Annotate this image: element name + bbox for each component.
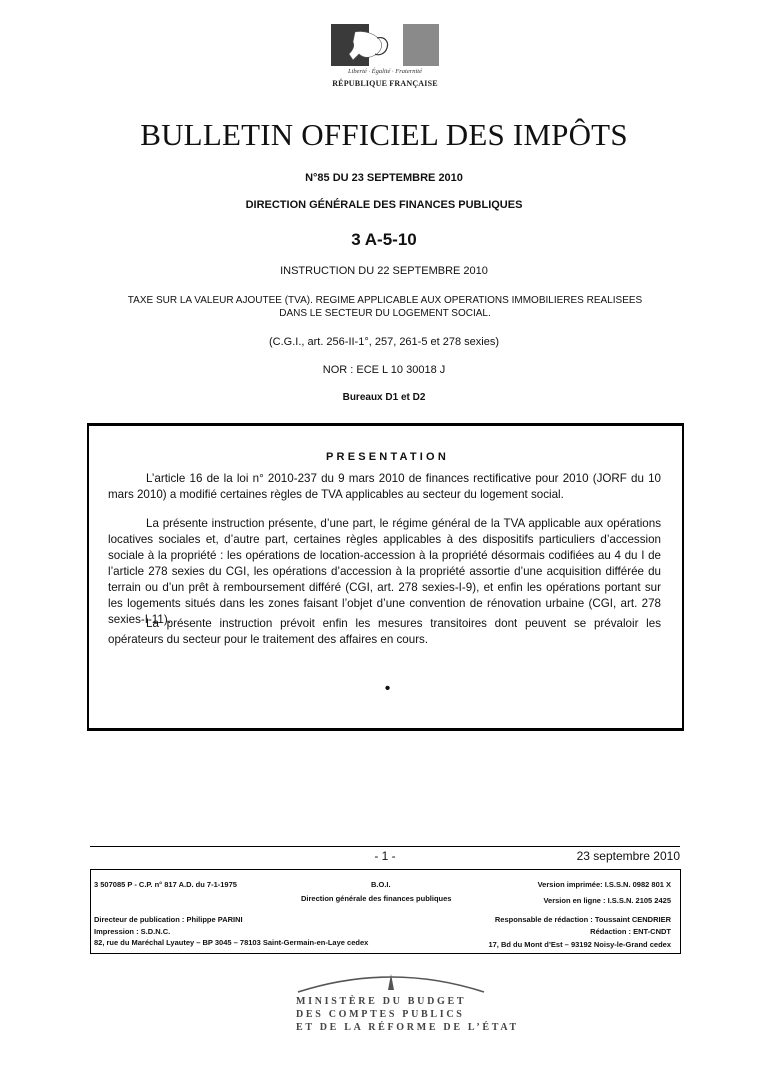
version-print: Version imprimée: I.S.S.N. 0982 801 X xyxy=(537,880,671,889)
footer-date: 23 septembre 2010 xyxy=(576,849,680,863)
presentation-paragraph: La présente instruction prévoit enfin les mesures transitoires dont peuvent se prévaloir les opérateurs du secteur pour le traitement des affaires en cours. xyxy=(108,617,661,646)
bullet-mark: • xyxy=(384,680,391,697)
boi-direction: Direction générale des finances publiques xyxy=(301,894,452,903)
ministry-line-2: DES COMPTES PUBLICS xyxy=(296,1009,465,1020)
ministry-line-3: ET DE LA RÉFORME DE L’ÉTAT xyxy=(296,1022,519,1033)
colophon-box xyxy=(90,869,681,954)
presentation-paragraph: La présente instruction présente, d’une part, le régime général de la TVA applicable aux opérations locatives sociales et, d’autre part, certaines règles applicables à des dispositifs particuliers d’accession sociale à la propriété : les opérations de location-accession à la propriété désormais codifiées au 4 du I de l’article 278 sexies du CGI, les opérations d’accession à la propriété assortie d’une acquisition différée du terrain ou d’un prêt à remboursement différé (CGI, art. 278 sexies-I-9), et enfin les opérations portant sur les logements situés dans les zones faisant l’objet d’une convention de rénovation urbaine (CGI, art. 278 sexies-I-11). xyxy=(108,517,661,626)
logo-republique-francaise: RÉPUBLIQUE FRANÇAISE xyxy=(332,79,438,88)
ministry-line-1: MINISTÈRE DU BUDGET xyxy=(296,996,467,1007)
publication-director: Directeur de publication : Philippe PARINI xyxy=(94,915,243,924)
ministry-arc-icon xyxy=(296,968,486,994)
document-title: BULLETIN OFFICIEL DES IMPÔTS xyxy=(140,117,628,152)
footer-divider xyxy=(90,846,680,847)
presentation-paragraph: L’article 16 de la loi n° 2010-237 du 9 mars 2010 de finances rectificative pour 2010 (JORF du 10 mars 2010) a modifié certaines règles de TVA applicables au secteur du logement social. xyxy=(108,472,661,501)
address-left: 82, rue du Maréchal Lyautey – BP 3045 – 78103 Saint-Germain-en-Laye cedex xyxy=(94,938,369,947)
printing: Impression : S.D.N.C. xyxy=(94,927,171,936)
instruction-date: INSTRUCTION DU 22 SEPTEMBRE 2010 xyxy=(280,265,488,277)
bureaux: Bureaux D1 et D2 xyxy=(342,392,426,403)
issue-number: N°85 DU 23 SEPTEMBRE 2010 xyxy=(305,172,463,184)
subject xyxy=(100,294,670,320)
redaction: Rédaction : ENT-CNDT xyxy=(590,927,671,936)
cgi-references: (C.G.I., art. 256-II-1°, 257, 261-5 et 278 sexies) xyxy=(268,336,499,348)
subject-line-1: TAXE SUR LA VALEUR AJOUTEE (TVA). REGIME APPLICABLE AUX OPERATIONS IMMOBILIERES REALISEES xyxy=(127,295,643,306)
address-right: 17, Bd du Mont d’Est – 93192 Noisy-le-Grand cedex xyxy=(488,940,671,949)
republique-francaise-logo xyxy=(331,24,439,92)
subject-line-2: DANS LE SECTEUR DU LOGEMENT SOCIAL. xyxy=(279,308,491,319)
reference-code: 3 A-5-10 xyxy=(351,230,417,249)
logo-motto: Liberté · Égalité · Fraternité xyxy=(347,68,423,75)
marianne-icon xyxy=(331,24,439,66)
version-online: Version en ligne : I.S.S.N. 2105 2425 xyxy=(543,896,671,905)
page-number: - 1 - xyxy=(374,849,396,863)
presentation-box xyxy=(87,423,684,731)
cp-number: 3 507085 P - C.P. n° 817 A.D. du 7-1-1975 xyxy=(94,880,237,889)
boi-label: B.O.I. xyxy=(371,880,391,889)
editor-in-charge: Responsable de rédaction : Toussaint CENDRIER xyxy=(494,915,671,924)
nor-number: NOR : ECE L 10 30018 J xyxy=(322,364,446,376)
ministry-logo xyxy=(296,968,519,1036)
presentation-title: PRESENTATION xyxy=(326,451,449,463)
direction: DIRECTION GÉNÉRALE DES FINANCES PUBLIQUES xyxy=(245,199,523,211)
